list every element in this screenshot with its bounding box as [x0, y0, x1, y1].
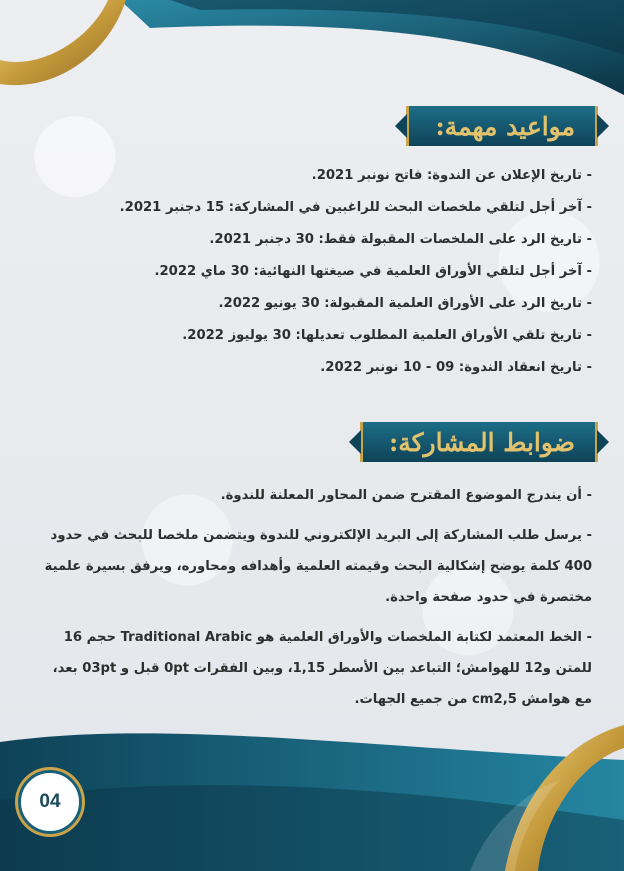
heading-participation-rules-text: ضوابط المشاركة: — [388, 427, 575, 457]
page-number: 04 — [39, 791, 61, 812]
list-item: - يرسل طلب المشاركة إلى البريد الإلكتروني للندوة ويتضمن ملخصا للبحث في حدود 400 كلمة يوضح إشكالية البحث وقيمته العلمية وأهدافه ومحاوره، ويرفق بسيرة علمية مختصرة في حدود صفحة واحدة. — [44, 528, 592, 605]
list-item: - تاريخ الرد على الملخصات المقبولة فقط: 30 دجنبر 2021. — [209, 232, 592, 247]
list-item: - أن يندرج الموضوع المقترح ضمن المحاور المعلنة للندوة. — [220, 488, 592, 503]
participation-rules-list — [40, 480, 592, 724]
heading-participation-rules — [360, 420, 598, 464]
heading-plate — [406, 106, 598, 146]
list-item: - آخر أجل لتلقي الأوراق العلمية في صيغتها النهائية: 30 ماي 2022. — [154, 264, 592, 279]
important-dates-list — [40, 160, 592, 384]
list-item: - تاريخ انعقاد الندوة: 09 - 10 نونبر 2022. — [320, 360, 592, 375]
list-item: - آخر أجل لتلقي ملخصات البحث للراغبين في المشاركة: 15 دجنبر 2021. — [119, 200, 592, 215]
list-item: - تاريخ الرد على الأوراق العلمية المقبولة: 30 يونيو 2022. — [218, 296, 592, 311]
heading-important-dates — [406, 104, 598, 148]
list-item: - الخط المعتمد لكتابة الملخصات والأوراق العلمية هو Traditional Arabic حجم 16 للمتن و12 للهوامش؛ التباعد بين الأسطر 1,15، وبين الفقرات 0pt قبل و 03pt بعد، مع هوامش cm2,5 من جميع الجهات. — [52, 630, 592, 707]
page-number-badge — [18, 770, 82, 834]
list-item: - تاريخ الإعلان عن الندوة: فاتح نونبر 2021. — [311, 168, 592, 183]
heading-plate — [360, 422, 598, 462]
heading-important-dates-text: مواعيد مهمة: — [435, 111, 575, 141]
list-item: - تاريخ تلقي الأوراق العلمية المطلوب تعديلها: 30 يوليوز 2022. — [182, 328, 592, 343]
